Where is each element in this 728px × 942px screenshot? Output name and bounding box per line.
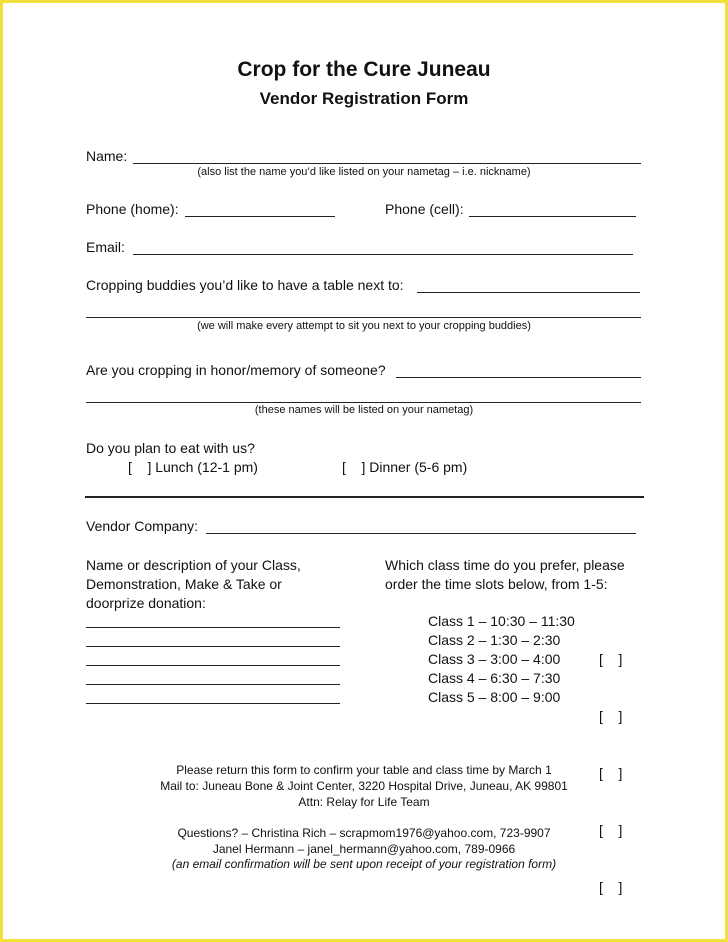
class-preference-line: order the time slots below, from 1-5: — [385, 576, 608, 592]
attn: Attn: Relay for Life Team — [298, 795, 430, 809]
class-preference-line: Which class time do you prefer, please — [385, 557, 625, 573]
buddies-label: Cropping buddies you’d like to have a table next to: — [86, 277, 404, 293]
class-description-field-4[interactable] — [86, 684, 340, 685]
phone-home-label: Phone (home): — [86, 201, 179, 217]
vendor-label: Vendor Company: — [86, 518, 199, 534]
class-slot-label: Class 2 – 1:30 – 2:30 — [428, 632, 561, 648]
class-slot-label: Class 5 – 8:00 – 9:00 — [428, 689, 561, 705]
class-slot-box[interactable]: [ ] — [599, 765, 623, 781]
eat-label: Do you plan to eat with us? — [86, 440, 255, 456]
mail-to: Mail to: Juneau Bone & Joint Center, 3220 Hospital Drive, Juneau, AK 99801 — [160, 779, 568, 793]
class-slot-box[interactable]: [ ] — [599, 651, 623, 667]
honor-label: Are you cropping in honor/memory of someone? — [86, 362, 386, 378]
return-note: Please return this form to confirm your table and class time by March 1 — [176, 763, 552, 777]
honor-field-1[interactable] — [396, 377, 641, 378]
honor-note: (these names will be listed on your nametag) — [254, 404, 474, 416]
name-note: (also list the name you’d like listed on your nametag – i.e. nickname) — [197, 166, 531, 178]
form-page — [3, 3, 725, 939]
second-contact: Janel Hermann – janel_hermann@yahoo.com, 789-0966 — [212, 842, 516, 856]
phone-cell-label: Phone (cell): — [385, 201, 464, 217]
dinner-option[interactable]: [ ] Dinner (5-6 pm) — [342, 459, 468, 475]
class-slot — [428, 688, 575, 707]
class-slot — [428, 612, 575, 631]
class-slot-label: Class 1 – 10:30 – 11:30 — [428, 613, 575, 629]
class-slot — [428, 650, 575, 669]
class-slot-label: Class 4 – 6:30 – 7:30 — [428, 670, 561, 686]
name-field[interactable] — [133, 163, 641, 164]
class-slot-label: Class 3 – 3:00 – 4:00 — [428, 651, 561, 667]
class-slot-box[interactable]: [ ] — [599, 879, 623, 895]
section-divider — [85, 496, 644, 498]
class-slot-box[interactable]: [ ] — [599, 708, 623, 724]
vendor-field[interactable] — [206, 533, 636, 534]
confirmation-note: (an email confirmation will be sent upon receipt of your registration form) — [171, 857, 557, 871]
class-description-field-5[interactable] — [86, 703, 340, 704]
phone-home-field[interactable] — [185, 216, 335, 217]
buddies-field-1[interactable] — [417, 292, 640, 293]
honor-field-2[interactable] — [86, 402, 641, 403]
class-slot-list — [428, 612, 575, 707]
class-description-label — [86, 556, 301, 613]
name-label: Name: — [86, 148, 128, 164]
class-slot-box[interactable]: [ ] — [599, 822, 623, 838]
class-slot — [428, 631, 575, 650]
phone-cell-field[interactable] — [469, 216, 636, 217]
class-preference-label — [385, 556, 625, 594]
form-subtitle: Vendor Registration Form — [259, 89, 469, 108]
form-title: Crop for the Cure Juneau — [237, 58, 491, 81]
lunch-option[interactable]: [ ] Lunch (12-1 pm) — [128, 459, 258, 475]
email-label: Email: — [86, 239, 125, 255]
buddies-note: (we will make every attempt to sit you next to your cropping buddies) — [197, 320, 531, 332]
class-description-field-2[interactable] — [86, 646, 340, 647]
email-field[interactable] — [133, 254, 633, 255]
class-description-line: doorprize donation: — [86, 595, 206, 611]
questions-contact: Questions? – Christina Rich – scrapmom1976@yahoo.com, 723-9907 — [177, 826, 551, 840]
class-description-field-3[interactable] — [86, 665, 340, 666]
class-description-line: Name or description of your Class, — [86, 557, 301, 573]
class-description-line: Demonstration, Make & Take or — [86, 576, 282, 592]
class-description-field-1[interactable] — [86, 627, 340, 628]
buddies-field-2[interactable] — [86, 317, 641, 318]
class-slot — [428, 669, 575, 688]
